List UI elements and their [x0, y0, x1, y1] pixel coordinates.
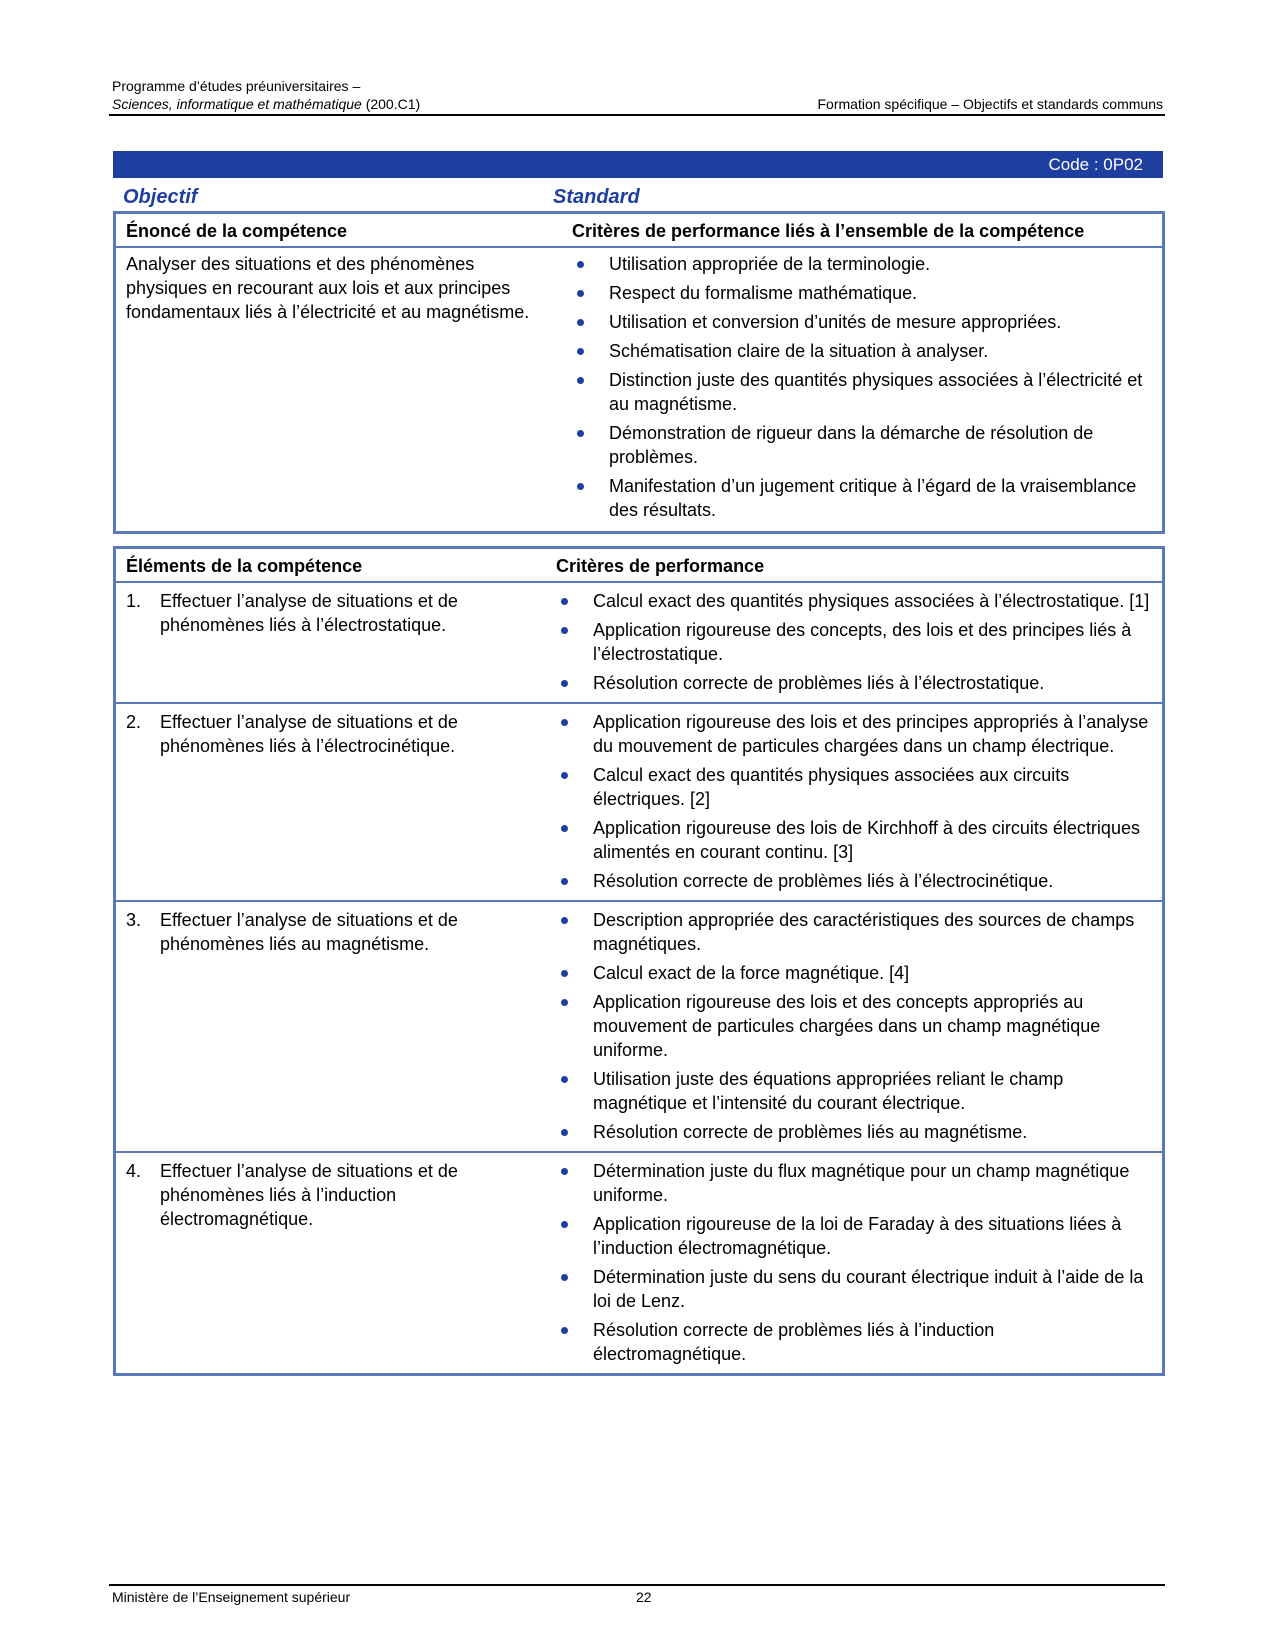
header-section: Formation spécifique – Objectifs et standards communs — [817, 96, 1163, 112]
list-item: Calcul exact des quantités physiques associées aux circuits électriques. [2] — [556, 763, 1150, 811]
list-item: Application rigoureuse des lois de Kirchhoff à des circuits électriques alimentés en courant continu. [3] — [556, 816, 1150, 864]
element-2 — [126, 710, 556, 758]
overall-criteria-list — [572, 252, 1150, 522]
header-rule — [109, 114, 1165, 116]
list-item: Description appropriée des caractéristiques des sources de champs magnétiques. — [556, 908, 1150, 956]
element-number: 2. — [126, 712, 142, 732]
element-number: 4. — [126, 1161, 142, 1181]
list-item: Résolution correcte de problèmes liés à l’électrostatique. — [556, 671, 1150, 695]
competency-code: Code : 0P02 — [1048, 155, 1143, 174]
program-code: (200.C1) — [361, 96, 421, 112]
element-text: Effectuer l’analyse de situations et de phénomènes liés à l’induction électromagnétique. — [160, 1161, 458, 1229]
competency-statement: Analyser des situations et des phénomènes physiques en recourant aux lois et aux principes fondamentaux liés à l’électricité et au magnétisme. — [126, 254, 530, 322]
list-item: Utilisation appropriée de la terminologie. — [572, 252, 1150, 276]
footer-ministry: Ministère de l’Enseignement supérieur — [112, 1589, 351, 1605]
standard-label: Standard — [553, 186, 640, 208]
header-program-name — [112, 96, 420, 112]
header-program-line: Programme d’études préuniversitaires – — [112, 78, 361, 94]
list-item: Calcul exact des quantités physiques associées à l’électrostatique. [1] — [556, 589, 1150, 613]
table-row — [115, 901, 1164, 1152]
list-item: Calcul exact de la force magnétique. [4] — [556, 961, 1150, 985]
list-item: Application rigoureuse des concepts, des lois et des principes liés à l’électrostatique. — [556, 618, 1150, 666]
list-item: Démonstration de rigueur dans la démarche de résolution de problèmes. — [572, 421, 1150, 469]
element-text: Effectuer l’analyse de situations et de phénomènes liés à l’électrocinétique. — [160, 712, 458, 756]
element-text: Effectuer l’analyse de situations et de phénomènes liés au magnétisme. — [160, 910, 458, 954]
list-item: Détermination juste du flux magnétique pour un champ magnétique uniforme. — [556, 1159, 1150, 1207]
enonce-criteria-header: Critères de performance liés à l’ensemble de la compétence — [572, 213, 1164, 248]
list-item: Respect du formalisme mathématique. — [572, 281, 1150, 305]
element-3 — [126, 908, 556, 956]
page-number: 22 — [636, 1589, 652, 1605]
element-1 — [126, 589, 556, 637]
elements-table — [113, 546, 1165, 1376]
list-item: Distinction juste des quantités physiques associées à l’électricité et au magnétisme. — [572, 368, 1150, 416]
code-bar — [113, 151, 1163, 178]
list-item: Utilisation et conversion d’unités de mesure appropriées. — [572, 310, 1150, 334]
list-item: Utilisation juste des équations appropriées reliant le champ magnétique et l’intensité du courant électrique. — [556, 1067, 1150, 1115]
element-text: Effectuer l’analyse de situations et de phénomènes liés à l’électrostatique. — [160, 591, 458, 635]
table-row — [115, 582, 1164, 703]
list-item: Schématisation claire de la situation à analyser. — [572, 339, 1150, 363]
table-row — [115, 1152, 1164, 1375]
table-row — [115, 703, 1164, 901]
element-number: 3. — [126, 910, 142, 930]
enonce-table — [113, 211, 1165, 534]
element-number: 1. — [126, 591, 142, 611]
list-item: Application rigoureuse des lois et des principes appropriés à l’analyse du mouvement de particules chargées dans un champ électrique. — [556, 710, 1150, 758]
list-item: Application rigoureuse des lois et des concepts appropriés au mouvement de particules chargées dans un champ magnétique uniforme. — [556, 990, 1150, 1062]
elements-criteria-header: Critères de performance — [556, 548, 1164, 583]
enonce-header: Énoncé de la compétence — [115, 213, 573, 248]
footer-rule — [109, 1584, 1165, 1586]
list-item: Résolution correcte de problèmes liés au magnétisme. — [556, 1120, 1150, 1144]
objectif-label: Objectif — [123, 186, 198, 208]
element-4 — [126, 1159, 556, 1231]
list-item: Détermination juste du sens du courant électrique induit à l’aide de la loi de Lenz. — [556, 1265, 1150, 1313]
list-item: Manifestation d’un jugement critique à l’égard de la vraisemblance des résultats. — [572, 474, 1150, 522]
list-item: Résolution correcte de problèmes liés à l’induction électromagnétique. — [556, 1318, 1150, 1366]
elements-header: Éléments de la compétence — [115, 548, 557, 583]
list-item: Résolution correcte de problèmes liés à l’électrocinétique. — [556, 869, 1150, 893]
list-item: Application rigoureuse de la loi de Faraday à des situations liées à l’induction électromagnétique. — [556, 1212, 1150, 1260]
program-name: Sciences, informatique et mathématique — [112, 96, 362, 112]
